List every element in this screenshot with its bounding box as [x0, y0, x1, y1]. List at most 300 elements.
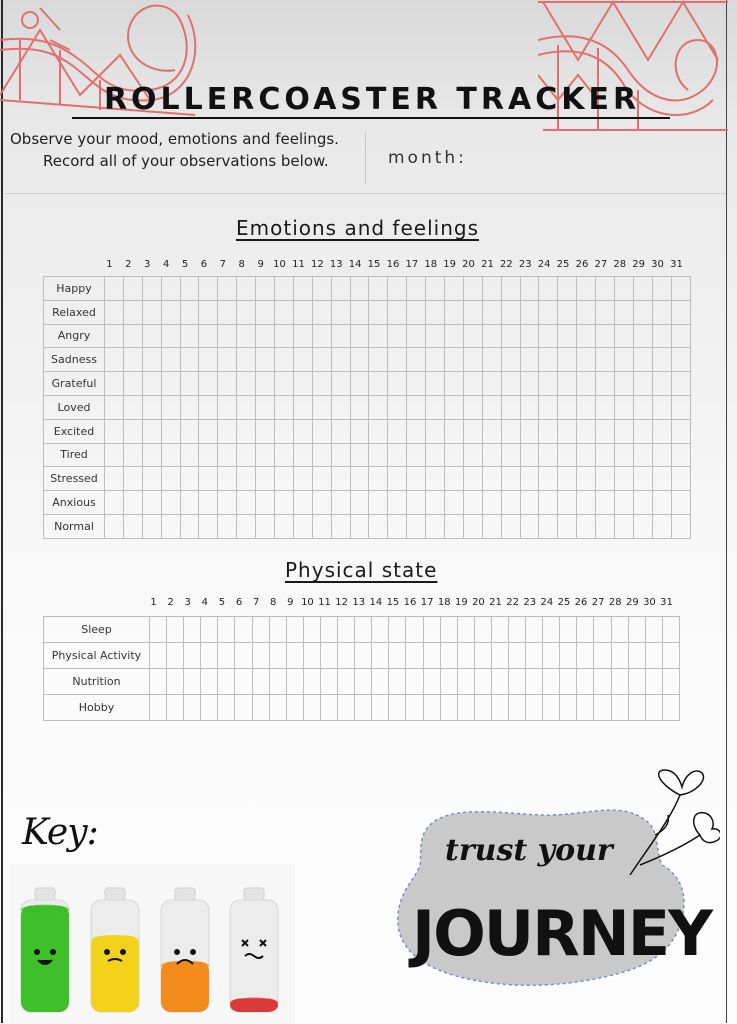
tracker-cell[interactable]	[388, 514, 407, 538]
tracker-cell[interactable]	[407, 395, 426, 419]
tracker-cell[interactable]	[199, 443, 218, 467]
tracker-cell[interactable]	[286, 643, 303, 669]
tracker-cell[interactable]	[123, 467, 142, 491]
tracker-cell[interactable]	[199, 491, 218, 515]
tracker-cell[interactable]	[372, 669, 389, 695]
tracker-cell[interactable]	[293, 348, 312, 372]
tracker-cell[interactable]	[577, 395, 596, 419]
tracker-cell[interactable]	[558, 443, 577, 467]
tracker-cell[interactable]	[275, 514, 294, 538]
tracker-cell[interactable]	[671, 443, 690, 467]
tracker-cell[interactable]	[142, 372, 161, 396]
tracker-cell[interactable]	[388, 419, 407, 443]
tracker-cell[interactable]	[652, 277, 671, 301]
tracker-cell[interactable]	[543, 617, 560, 643]
tracker-cell[interactable]	[256, 348, 275, 372]
tracker-cell[interactable]	[237, 348, 256, 372]
tracker-cell[interactable]	[150, 617, 167, 643]
tracker-cell[interactable]	[167, 695, 184, 721]
tracker-cell[interactable]	[426, 491, 445, 515]
tracker-cell[interactable]	[615, 348, 634, 372]
tracker-cell[interactable]	[218, 514, 237, 538]
tracker-cell[interactable]	[275, 395, 294, 419]
tracker-cell[interactable]	[256, 514, 275, 538]
tracker-cell[interactable]	[312, 395, 331, 419]
tracker-cell[interactable]	[577, 277, 596, 301]
tracker-cell[interactable]	[501, 419, 520, 443]
tracker-cell[interactable]	[463, 419, 482, 443]
tracker-cell[interactable]	[615, 491, 634, 515]
tracker-cell[interactable]	[539, 348, 558, 372]
tracker-cell[interactable]	[388, 467, 407, 491]
tracker-cell[interactable]	[406, 617, 423, 643]
tracker-cell[interactable]	[426, 277, 445, 301]
tracker-cell[interactable]	[123, 300, 142, 324]
tracker-cell[interactable]	[662, 617, 679, 643]
tracker-cell[interactable]	[539, 514, 558, 538]
tracker-cell[interactable]	[369, 348, 388, 372]
tracker-cell[interactable]	[577, 419, 596, 443]
tracker-cell[interactable]	[161, 372, 180, 396]
tracker-cell[interactable]	[501, 514, 520, 538]
tracker-cell[interactable]	[577, 348, 596, 372]
tracker-cell[interactable]	[218, 300, 237, 324]
tracker-cell[interactable]	[577, 669, 594, 695]
tracker-cell[interactable]	[445, 514, 464, 538]
tracker-cell[interactable]	[577, 643, 594, 669]
tracker-cell[interactable]	[161, 443, 180, 467]
tracker-cell[interactable]	[235, 643, 252, 669]
tracker-cell[interactable]	[611, 617, 628, 643]
tracker-cell[interactable]	[275, 491, 294, 515]
tracker-cell[interactable]	[355, 643, 372, 669]
tracker-cell[interactable]	[275, 348, 294, 372]
tracker-cell[interactable]	[671, 491, 690, 515]
tracker-cell[interactable]	[652, 443, 671, 467]
tracker-cell[interactable]	[388, 277, 407, 301]
tracker-cell[interactable]	[445, 491, 464, 515]
tracker-cell[interactable]	[199, 324, 218, 348]
tracker-cell[interactable]	[671, 467, 690, 491]
tracker-cell[interactable]	[161, 324, 180, 348]
tracker-cell[interactable]	[491, 617, 508, 643]
tracker-cell[interactable]	[615, 372, 634, 396]
tracker-cell[interactable]	[445, 395, 464, 419]
tracker-cell[interactable]	[388, 300, 407, 324]
tracker-cell[interactable]	[406, 695, 423, 721]
tracker-cell[interactable]	[577, 324, 596, 348]
tracker-cell[interactable]	[320, 643, 337, 669]
tracker-cell[interactable]	[350, 419, 369, 443]
tracker-cell[interactable]	[457, 669, 474, 695]
tracker-cell[interactable]	[293, 277, 312, 301]
tracker-cell[interactable]	[407, 324, 426, 348]
tracker-cell[interactable]	[237, 324, 256, 348]
tracker-cell[interactable]	[596, 277, 615, 301]
tracker-cell[interactable]	[671, 324, 690, 348]
tracker-cell[interactable]	[372, 643, 389, 669]
tracker-cell[interactable]	[167, 617, 184, 643]
tracker-cell[interactable]	[482, 277, 501, 301]
tracker-cell[interactable]	[558, 324, 577, 348]
tracker-cell[interactable]	[286, 695, 303, 721]
tracker-cell[interactable]	[256, 419, 275, 443]
tracker-cell[interactable]	[142, 277, 161, 301]
tracker-cell[interactable]	[482, 491, 501, 515]
tracker-cell[interactable]	[369, 372, 388, 396]
tracker-cell[interactable]	[558, 467, 577, 491]
tracker-cell[interactable]	[105, 467, 124, 491]
tracker-cell[interactable]	[312, 277, 331, 301]
tracker-cell[interactable]	[350, 491, 369, 515]
tracker-cell[interactable]	[320, 617, 337, 643]
tracker-cell[interactable]	[440, 669, 457, 695]
tracker-cell[interactable]	[445, 419, 464, 443]
tracker-cell[interactable]	[445, 324, 464, 348]
tracker-cell[interactable]	[520, 372, 539, 396]
tracker-cell[interactable]	[312, 324, 331, 348]
tracker-cell[interactable]	[611, 695, 628, 721]
tracker-cell[interactable]	[180, 324, 199, 348]
tracker-cell[interactable]	[256, 467, 275, 491]
tracker-cell[interactable]	[218, 617, 235, 643]
tracker-cell[interactable]	[596, 348, 615, 372]
tracker-cell[interactable]	[539, 395, 558, 419]
tracker-cell[interactable]	[426, 372, 445, 396]
tracker-cell[interactable]	[123, 443, 142, 467]
tracker-cell[interactable]	[161, 467, 180, 491]
tracker-cell[interactable]	[293, 467, 312, 491]
tracker-cell[interactable]	[312, 514, 331, 538]
tracker-cell[interactable]	[180, 395, 199, 419]
tracker-cell[interactable]	[558, 348, 577, 372]
tracker-cell[interactable]	[426, 467, 445, 491]
tracker-cell[interactable]	[539, 443, 558, 467]
tracker-cell[interactable]	[180, 348, 199, 372]
tracker-cell[interactable]	[201, 643, 218, 669]
tracker-cell[interactable]	[275, 372, 294, 396]
tracker-cell[interactable]	[293, 491, 312, 515]
tracker-cell[interactable]	[237, 514, 256, 538]
tracker-cell[interactable]	[184, 695, 201, 721]
tracker-cell[interactable]	[369, 491, 388, 515]
tracker-cell[interactable]	[615, 443, 634, 467]
tracker-cell[interactable]	[426, 419, 445, 443]
tracker-cell[interactable]	[633, 277, 652, 301]
tracker-cell[interactable]	[611, 669, 628, 695]
tracker-cell[interactable]	[199, 467, 218, 491]
tracker-cell[interactable]	[201, 695, 218, 721]
tracker-cell[interactable]	[331, 514, 350, 538]
tracker-cell[interactable]	[463, 300, 482, 324]
tracker-cell[interactable]	[350, 467, 369, 491]
tracker-cell[interactable]	[662, 695, 679, 721]
tracker-cell[interactable]	[293, 300, 312, 324]
tracker-cell[interactable]	[407, 467, 426, 491]
tracker-cell[interactable]	[558, 300, 577, 324]
tracker-cell[interactable]	[350, 277, 369, 301]
tracker-cell[interactable]	[543, 695, 560, 721]
tracker-cell[interactable]	[237, 419, 256, 443]
tracker-cell[interactable]	[199, 300, 218, 324]
tracker-cell[interactable]	[389, 669, 406, 695]
tracker-cell[interactable]	[482, 467, 501, 491]
tracker-cell[interactable]	[369, 324, 388, 348]
tracker-cell[interactable]	[369, 277, 388, 301]
tracker-cell[interactable]	[142, 348, 161, 372]
tracker-cell[interactable]	[123, 372, 142, 396]
tracker-cell[interactable]	[123, 324, 142, 348]
tracker-cell[interactable]	[237, 395, 256, 419]
tracker-cell[interactable]	[199, 395, 218, 419]
tracker-cell[interactable]	[501, 467, 520, 491]
tracker-cell[interactable]	[293, 372, 312, 396]
tracker-cell[interactable]	[526, 669, 543, 695]
tracker-cell[interactable]	[652, 467, 671, 491]
tracker-cell[interactable]	[218, 277, 237, 301]
tracker-cell[interactable]	[426, 348, 445, 372]
tracker-cell[interactable]	[652, 300, 671, 324]
tracker-cell[interactable]	[275, 324, 294, 348]
tracker-cell[interactable]	[142, 514, 161, 538]
tracker-cell[interactable]	[256, 372, 275, 396]
tracker-cell[interactable]	[426, 395, 445, 419]
tracker-cell[interactable]	[256, 395, 275, 419]
tracker-cell[interactable]	[320, 669, 337, 695]
tracker-cell[interactable]	[615, 324, 634, 348]
tracker-cell[interactable]	[256, 300, 275, 324]
tracker-cell[interactable]	[161, 491, 180, 515]
tracker-cell[interactable]	[269, 617, 286, 643]
tracker-cell[interactable]	[407, 443, 426, 467]
tracker-cell[interactable]	[218, 467, 237, 491]
tracker-cell[interactable]	[596, 324, 615, 348]
tracker-cell[interactable]	[235, 617, 252, 643]
tracker-cell[interactable]	[633, 491, 652, 515]
tracker-cell[interactable]	[237, 443, 256, 467]
tracker-cell[interactable]	[501, 324, 520, 348]
tracker-cell[interactable]	[615, 467, 634, 491]
tracker-cell[interactable]	[501, 300, 520, 324]
tracker-cell[interactable]	[180, 467, 199, 491]
tracker-cell[interactable]	[269, 669, 286, 695]
tracker-cell[interactable]	[105, 395, 124, 419]
tracker-cell[interactable]	[331, 419, 350, 443]
tracker-cell[interactable]	[312, 443, 331, 467]
tracker-cell[interactable]	[457, 617, 474, 643]
tracker-cell[interactable]	[628, 643, 645, 669]
tracker-cell[interactable]	[303, 695, 320, 721]
tracker-cell[interactable]	[463, 395, 482, 419]
tracker-cell[interactable]	[123, 514, 142, 538]
tracker-cell[interactable]	[474, 617, 491, 643]
tracker-cell[interactable]	[237, 491, 256, 515]
tracker-cell[interactable]	[652, 419, 671, 443]
tracker-cell[interactable]	[662, 643, 679, 669]
tracker-cell[interactable]	[407, 348, 426, 372]
tracker-cell[interactable]	[105, 348, 124, 372]
tracker-cell[interactable]	[338, 643, 355, 669]
tracker-cell[interactable]	[331, 372, 350, 396]
tracker-cell[interactable]	[123, 348, 142, 372]
tracker-cell[interactable]	[560, 669, 577, 695]
tracker-cell[interactable]	[303, 643, 320, 669]
tracker-cell[interactable]	[350, 395, 369, 419]
tracker-cell[interactable]	[293, 395, 312, 419]
tracker-cell[interactable]	[615, 277, 634, 301]
tracker-cell[interactable]	[539, 491, 558, 515]
tracker-cell[interactable]	[105, 372, 124, 396]
tracker-cell[interactable]	[184, 617, 201, 643]
tracker-cell[interactable]	[256, 491, 275, 515]
tracker-cell[interactable]	[142, 491, 161, 515]
tracker-cell[interactable]	[482, 443, 501, 467]
tracker-cell[interactable]	[150, 643, 167, 669]
tracker-cell[interactable]	[407, 277, 426, 301]
tracker-cell[interactable]	[594, 643, 611, 669]
tracker-cell[interactable]	[577, 514, 596, 538]
tracker-cell[interactable]	[596, 467, 615, 491]
tracker-cell[interactable]	[406, 643, 423, 669]
tracker-cell[interactable]	[161, 395, 180, 419]
tracker-cell[interactable]	[350, 300, 369, 324]
tracker-cell[interactable]	[184, 669, 201, 695]
tracker-cell[interactable]	[440, 643, 457, 669]
tracker-cell[interactable]	[150, 669, 167, 695]
tracker-cell[interactable]	[596, 491, 615, 515]
tracker-cell[interactable]	[142, 419, 161, 443]
tracker-cell[interactable]	[331, 467, 350, 491]
tracker-cell[interactable]	[594, 617, 611, 643]
tracker-cell[interactable]	[633, 443, 652, 467]
tracker-cell[interactable]	[142, 324, 161, 348]
tracker-cell[interactable]	[508, 669, 525, 695]
tracker-cell[interactable]	[105, 277, 124, 301]
tracker-cell[interactable]	[615, 419, 634, 443]
tracker-cell[interactable]	[645, 695, 662, 721]
tracker-cell[interactable]	[105, 443, 124, 467]
tracker-cell[interactable]	[256, 324, 275, 348]
tracker-cell[interactable]	[633, 514, 652, 538]
tracker-cell[interactable]	[388, 395, 407, 419]
tracker-cell[interactable]	[180, 372, 199, 396]
tracker-cell[interactable]	[628, 669, 645, 695]
tracker-cell[interactable]	[423, 643, 440, 669]
tracker-cell[interactable]	[237, 372, 256, 396]
tracker-cell[interactable]	[312, 372, 331, 396]
tracker-cell[interactable]	[577, 695, 594, 721]
tracker-cell[interactable]	[407, 300, 426, 324]
tracker-cell[interactable]	[652, 491, 671, 515]
tracker-cell[interactable]	[303, 669, 320, 695]
tracker-cell[interactable]	[426, 443, 445, 467]
tracker-cell[interactable]	[218, 491, 237, 515]
tracker-cell[interactable]	[303, 617, 320, 643]
tracker-cell[interactable]	[388, 324, 407, 348]
tracker-cell[interactable]	[596, 443, 615, 467]
tracker-cell[interactable]	[331, 300, 350, 324]
tracker-cell[interactable]	[671, 277, 690, 301]
tracker-cell[interactable]	[167, 669, 184, 695]
tracker-cell[interactable]	[671, 419, 690, 443]
tracker-cell[interactable]	[167, 643, 184, 669]
tracker-cell[interactable]	[293, 419, 312, 443]
tracker-cell[interactable]	[633, 348, 652, 372]
tracker-cell[interactable]	[633, 300, 652, 324]
tracker-cell[interactable]	[355, 669, 372, 695]
tracker-cell[interactable]	[463, 348, 482, 372]
tracker-cell[interactable]	[123, 491, 142, 515]
tracker-cell[interactable]	[388, 491, 407, 515]
tracker-cell[interactable]	[508, 695, 525, 721]
tracker-cell[interactable]	[369, 443, 388, 467]
tracker-cell[interactable]	[558, 395, 577, 419]
tracker-cell[interactable]	[482, 395, 501, 419]
tracker-cell[interactable]	[123, 395, 142, 419]
tracker-cell[interactable]	[652, 324, 671, 348]
tracker-cell[interactable]	[293, 443, 312, 467]
tracker-cell[interactable]	[577, 443, 596, 467]
tracker-cell[interactable]	[161, 300, 180, 324]
tracker-cell[interactable]	[105, 491, 124, 515]
tracker-cell[interactable]	[671, 348, 690, 372]
tracker-cell[interactable]	[594, 669, 611, 695]
tracker-cell[interactable]	[199, 277, 218, 301]
tracker-cell[interactable]	[501, 348, 520, 372]
tracker-cell[interactable]	[560, 695, 577, 721]
tracker-cell[interactable]	[388, 372, 407, 396]
tracker-cell[interactable]	[369, 395, 388, 419]
tracker-cell[interactable]	[161, 419, 180, 443]
tracker-cell[interactable]	[389, 643, 406, 669]
tracker-cell[interactable]	[577, 300, 596, 324]
tracker-cell[interactable]	[252, 643, 269, 669]
tracker-cell[interactable]	[286, 669, 303, 695]
tracker-cell[interactable]	[633, 467, 652, 491]
tracker-cell[interactable]	[269, 695, 286, 721]
tracker-cell[interactable]	[293, 324, 312, 348]
tracker-cell[interactable]	[350, 324, 369, 348]
tracker-cell[interactable]	[423, 695, 440, 721]
tracker-cell[interactable]	[275, 467, 294, 491]
tracker-cell[interactable]	[105, 514, 124, 538]
tracker-cell[interactable]	[520, 443, 539, 467]
tracker-cell[interactable]	[596, 419, 615, 443]
tracker-cell[interactable]	[161, 514, 180, 538]
tracker-cell[interactable]	[445, 443, 464, 467]
tracker-cell[interactable]	[520, 467, 539, 491]
tracker-cell[interactable]	[218, 324, 237, 348]
tracker-cell[interactable]	[596, 372, 615, 396]
tracker-cell[interactable]	[520, 395, 539, 419]
tracker-cell[interactable]	[543, 669, 560, 695]
tracker-cell[interactable]	[331, 443, 350, 467]
tracker-cell[interactable]	[577, 467, 596, 491]
tracker-cell[interactable]	[180, 514, 199, 538]
tracker-cell[interactable]	[633, 395, 652, 419]
tracker-cell[interactable]	[652, 348, 671, 372]
tracker-cell[interactable]	[520, 491, 539, 515]
tracker-cell[interactable]	[389, 695, 406, 721]
tracker-cell[interactable]	[440, 695, 457, 721]
tracker-cell[interactable]	[596, 514, 615, 538]
tracker-cell[interactable]	[338, 669, 355, 695]
tracker-cell[interactable]	[199, 348, 218, 372]
tracker-cell[interactable]	[350, 348, 369, 372]
tracker-cell[interactable]	[520, 514, 539, 538]
tracker-cell[interactable]	[482, 372, 501, 396]
tracker-cell[interactable]	[596, 300, 615, 324]
